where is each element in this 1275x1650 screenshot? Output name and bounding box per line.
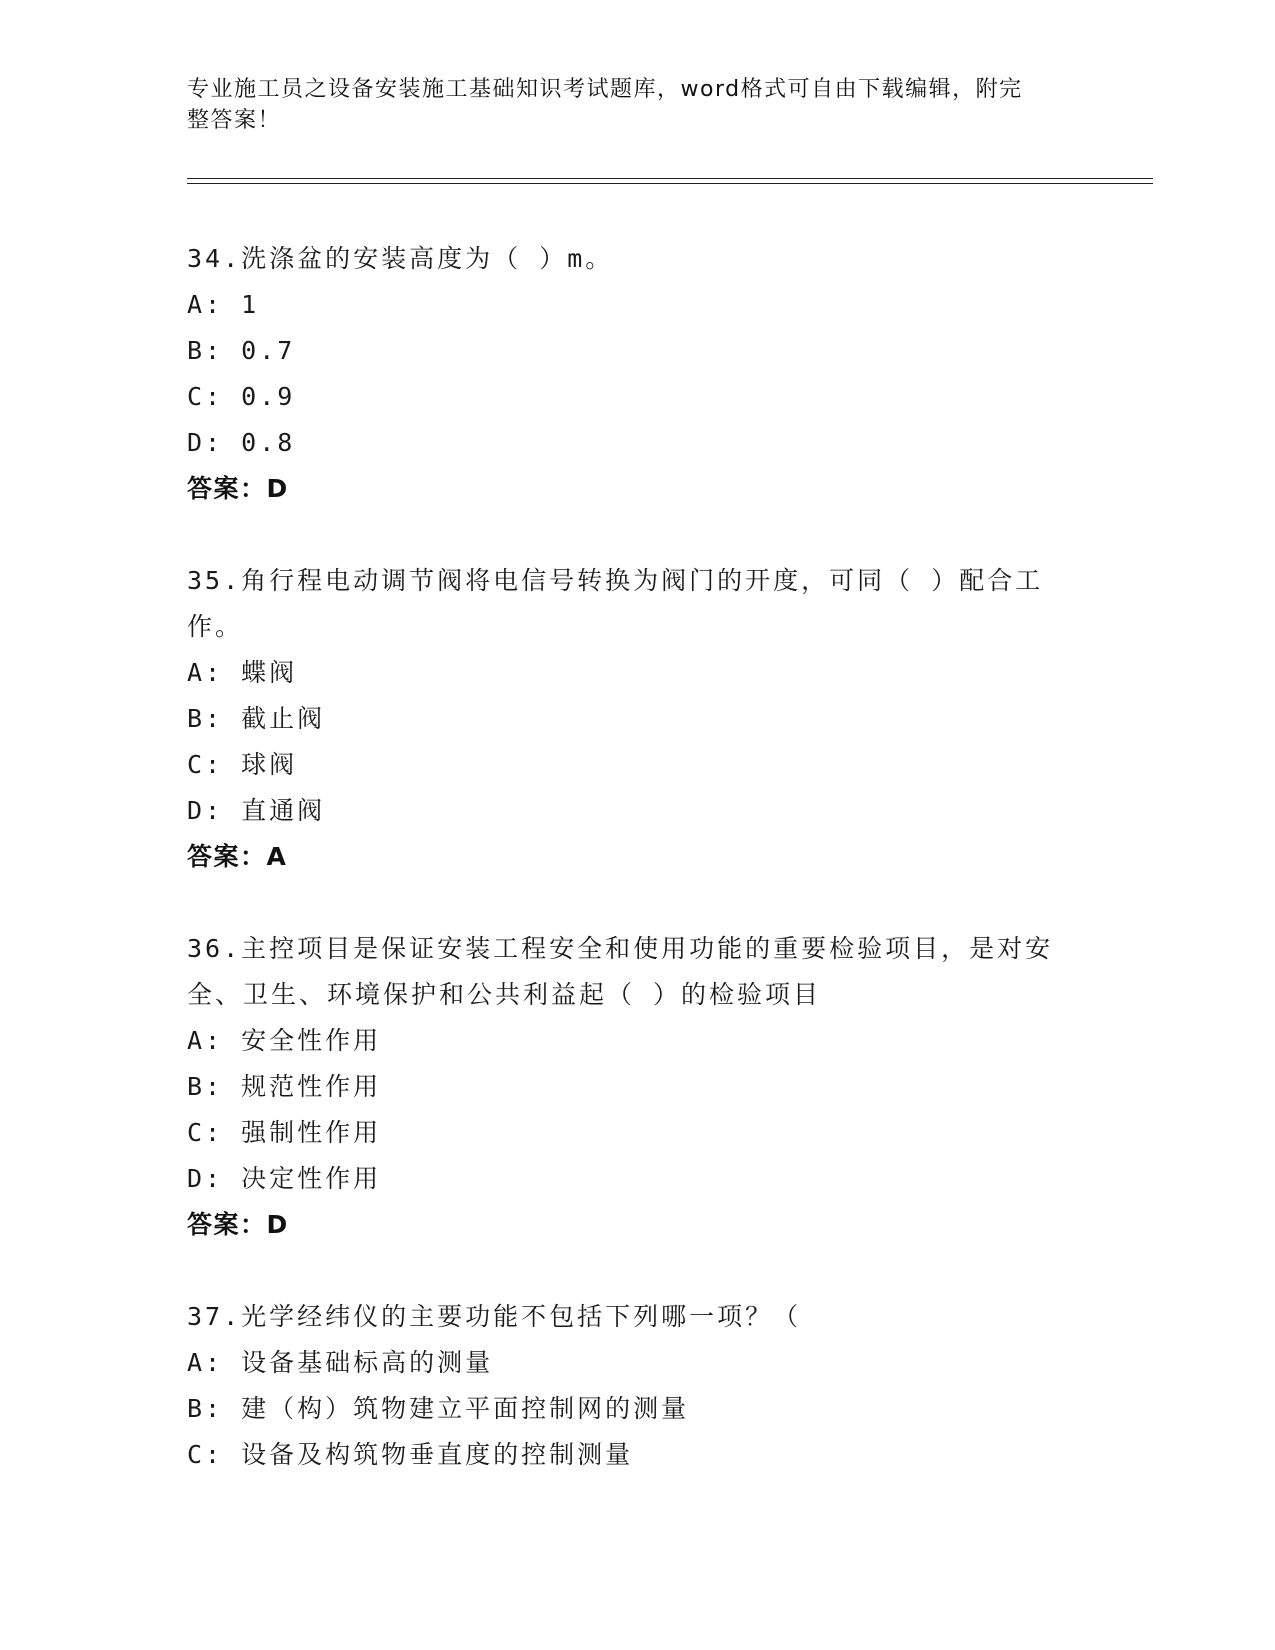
document-header bbox=[187, 74, 1067, 136]
option-d: D: 决定性作用 bbox=[187, 1164, 382, 1193]
option-b: B: 规范性作用 bbox=[187, 1072, 382, 1101]
question-stem-continued: 全、卫生、环境保护和公共利益起（ ）的检验项目 bbox=[187, 980, 822, 1009]
option-c: C: 设备及构筑物垂直度的控制测量 bbox=[187, 1440, 634, 1469]
option-c: C: 0.9 bbox=[187, 382, 296, 411]
question-37 bbox=[187, 1294, 1087, 1478]
option-c: C: 球阀 bbox=[187, 750, 298, 779]
header-divider-bottom bbox=[187, 183, 1153, 184]
option-d: D: 直通阀 bbox=[187, 796, 326, 825]
option-a: A: 1 bbox=[187, 290, 260, 319]
answer-text: 答案：D bbox=[187, 1210, 289, 1239]
question-36 bbox=[187, 926, 1087, 1248]
question-34 bbox=[187, 236, 1087, 512]
header-divider-top bbox=[187, 178, 1153, 179]
option-b: B: 0.7 bbox=[187, 336, 296, 365]
option-d: D: 0.8 bbox=[187, 428, 296, 457]
question-stem: 36.主控项目是保证安装工程安全和使用功能的重要检验项目，是对安 bbox=[187, 934, 1054, 963]
option-b: B: 建（构）筑物建立平面控制网的测量 bbox=[187, 1394, 690, 1423]
question-stem: 34.洗涤盆的安装高度为（ ）m。 bbox=[187, 244, 614, 273]
option-b: B: 截止阀 bbox=[187, 704, 326, 733]
question-35 bbox=[187, 558, 1087, 880]
option-a: A: 安全性作用 bbox=[187, 1026, 382, 1055]
option-c: C: 强制性作用 bbox=[187, 1118, 382, 1147]
question-stem: 35.角行程电动调节阀将电信号转换为阀门的开度，可同（ ）配合工 bbox=[187, 566, 1044, 595]
answer-text: 答案：A bbox=[187, 842, 288, 871]
header-line-2: 整答案！ bbox=[187, 108, 282, 133]
question-stem-continued: 作。 bbox=[187, 612, 244, 641]
option-a: A: 蝶阀 bbox=[187, 658, 298, 687]
question-list bbox=[187, 236, 1087, 1524]
option-a: A: 设备基础标高的测量 bbox=[187, 1348, 494, 1377]
header-line-1: 专业施工员之设备安装施工基础知识考试题库，word格式可自由下载编辑，附完 bbox=[187, 77, 1023, 102]
answer-text: 答案：D bbox=[187, 474, 289, 503]
question-stem: 37.光学经纬仪的主要功能不包括下列哪一项？（ bbox=[187, 1302, 802, 1331]
